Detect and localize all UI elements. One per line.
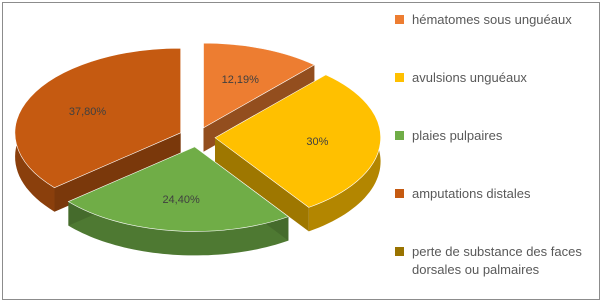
legend-item-plaies [395, 127, 601, 145]
legend-swatch [395, 131, 404, 140]
legend-label: amputations distales [412, 186, 531, 201]
legend-item-amputations [395, 185, 601, 203]
legend-item-hematomes [395, 11, 601, 29]
pie-data-label: 12,19% [221, 73, 259, 86]
pie-chart [3, 3, 393, 299]
legend-label: plaies pulpaires [412, 128, 503, 143]
legend-item-avulsions [395, 69, 601, 87]
legend-item-perte-substance [395, 243, 601, 279]
legend-swatch [395, 15, 404, 24]
pie-data-label: 37,80% [68, 105, 107, 118]
legend-swatch [395, 247, 404, 256]
legend-label: perte de substance des faces dorsales ou palmaires [412, 244, 582, 277]
legend-label: avulsions unguéaux [412, 70, 527, 85]
legend-swatch [395, 73, 404, 82]
legend-swatch [395, 189, 404, 198]
pie-data-label: 24,40% [162, 193, 200, 206]
legend-label: hématomes sous unguéaux [412, 12, 572, 27]
chart-frame [2, 2, 600, 300]
pie-data-label: 30% [306, 136, 329, 149]
